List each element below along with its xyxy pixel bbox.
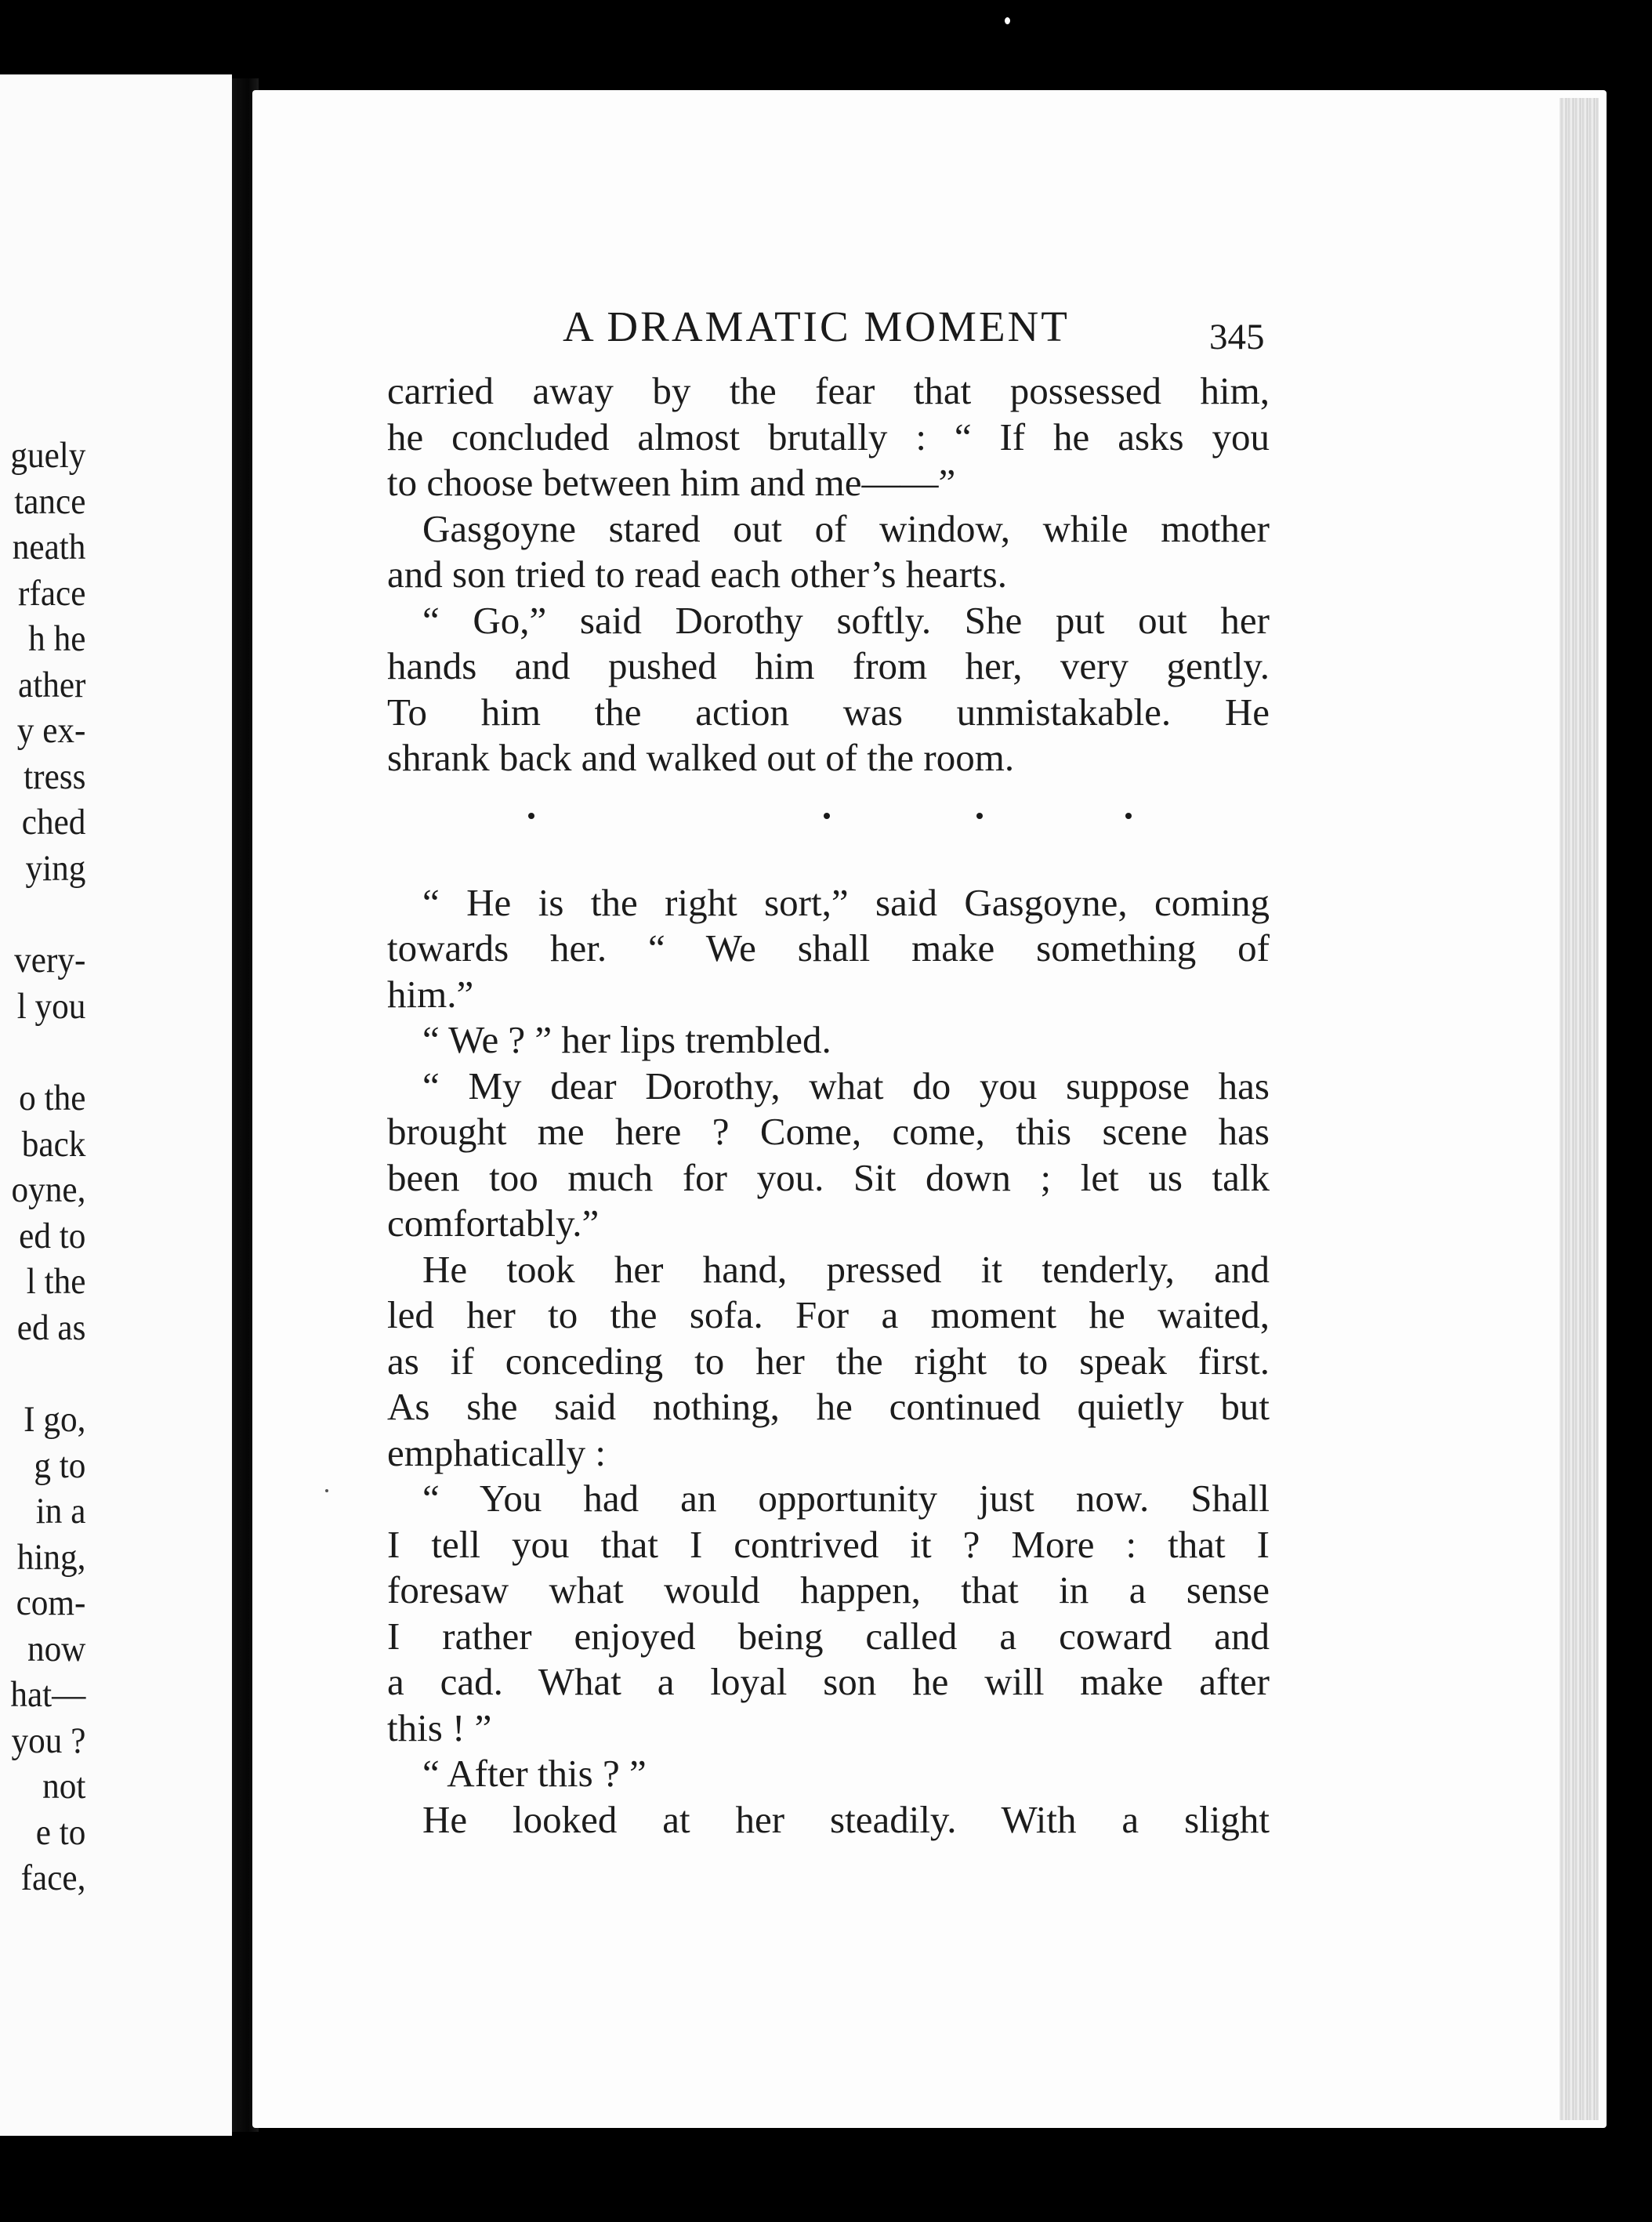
text-line: to choose between him and me——” xyxy=(387,461,956,504)
text-line: To him the action was unmistakable. He xyxy=(387,690,1270,734)
left-page-line: ather xyxy=(17,664,85,705)
left-page-line: back xyxy=(21,1123,86,1165)
text-line: “ We ? ” her lips trembled. xyxy=(422,1018,831,1061)
text-line: As she said nothing, he continued quietly but xyxy=(387,1385,1270,1428)
text-line: foresaw what would happen, that in a sense xyxy=(387,1568,1270,1611)
text-line: “ He is the right sort,” said Gasgoyne, coming xyxy=(422,880,1270,924)
left-page-line: in a xyxy=(35,1491,85,1531)
running-head: A DRAMATIC MOMENT xyxy=(563,303,1070,350)
left-page-line: l you xyxy=(16,985,86,1027)
text-line: been too much for you. Sit down ; let us talk xyxy=(387,1155,1270,1199)
text-line: “ After this ? ” xyxy=(422,1752,647,1795)
left-page-line: y ex- xyxy=(16,710,85,751)
text-line: Gasgoyne stared out of window, while mother xyxy=(422,506,1270,550)
left-page-fragment xyxy=(0,74,232,2136)
section-break-dot xyxy=(976,813,983,819)
left-page-line: ched xyxy=(21,802,86,843)
text-line: He took her hand, pressed it tenderly, and xyxy=(422,1247,1270,1291)
paragraphs-before-break xyxy=(387,368,1270,781)
left-page-gap xyxy=(4,1350,85,1397)
left-page-text xyxy=(4,433,85,1901)
section-break xyxy=(387,781,1270,880)
text-line: emphatically : xyxy=(387,1430,606,1474)
page-edges xyxy=(1560,98,1599,2120)
left-page-gap xyxy=(4,891,85,937)
left-page-gap xyxy=(4,1029,85,1075)
left-page-line: neath xyxy=(12,527,85,567)
left-page-line: face, xyxy=(20,1858,85,1898)
text-line: and son tried to read each other’s hearts. xyxy=(387,553,1007,596)
section-break-dot xyxy=(528,813,534,819)
page-number: 345 xyxy=(1209,317,1265,357)
text-line: a cad. What a loyal son he will make after xyxy=(387,1660,1270,1703)
text-line: “ Go,” said Dorothy softly. She put out her xyxy=(422,598,1270,642)
text-line: “ You had an opportunity just now. Shall xyxy=(422,1477,1270,1520)
left-page-line: o the xyxy=(18,1078,86,1118)
left-page-line: oyne, xyxy=(11,1169,86,1210)
text-line: he concluded almost brutally : “ If he asks you xyxy=(387,415,1270,459)
left-page-line: tance xyxy=(13,480,85,522)
left-page-line: rface xyxy=(17,572,85,614)
text-line: “ My dear Dorothy, what do you suppose has xyxy=(422,1064,1270,1107)
text-line: I rather enjoyed being called a coward and xyxy=(387,1614,1270,1658)
left-page-line: now xyxy=(27,1628,85,1669)
text-line: comfortably.” xyxy=(387,1202,600,1245)
left-page-line: ying xyxy=(25,847,85,889)
text-line: led her to the sofa. For a moment he waited, xyxy=(387,1293,1270,1336)
scan-speck xyxy=(1005,17,1010,24)
left-page-line: g to xyxy=(33,1444,85,1486)
left-page-line: l the xyxy=(26,1261,85,1302)
text-line: as if conceding to her the right to speak first. xyxy=(387,1339,1270,1383)
text-line: carried away by the fear that possessed him, xyxy=(387,369,1270,412)
left-page-line: com- xyxy=(16,1582,86,1623)
left-page-line: e to xyxy=(35,1811,85,1853)
left-page-line: tress xyxy=(23,756,85,797)
section-break-dot xyxy=(1125,813,1132,819)
text-line: shrank back and walked out of the room. xyxy=(387,736,1015,779)
text-line: him.” xyxy=(387,972,474,1016)
text-line: He looked at her steadily. With a slight xyxy=(422,1797,1270,1841)
page-body xyxy=(387,368,1270,1843)
text-line: I tell you that I contrived it ? More : that I xyxy=(387,1522,1270,1566)
left-page-line: I go, xyxy=(23,1399,85,1440)
left-page-line: you ? xyxy=(11,1720,86,1761)
left-page-line: ed to xyxy=(18,1215,86,1256)
scan-speck xyxy=(325,1489,328,1492)
text-line: this ! ” xyxy=(387,1705,492,1749)
text-line: towards her. “ We shall make something of xyxy=(387,926,1270,970)
left-page-line: ed as xyxy=(16,1307,85,1348)
section-break-dot xyxy=(824,813,830,819)
left-page-line: guely xyxy=(9,435,85,476)
left-page-line: not xyxy=(42,1766,85,1807)
left-page-line: hing, xyxy=(16,1536,86,1578)
left-page-line: hat— xyxy=(9,1674,85,1715)
paragraphs-after-break xyxy=(387,880,1270,1843)
left-page-line: h he xyxy=(27,618,85,659)
text-line: hands and pushed him from her, very gently. xyxy=(387,644,1270,687)
left-page-line: very- xyxy=(13,940,85,981)
text-line: brought me here ? Come, come, this scene has xyxy=(387,1110,1270,1153)
